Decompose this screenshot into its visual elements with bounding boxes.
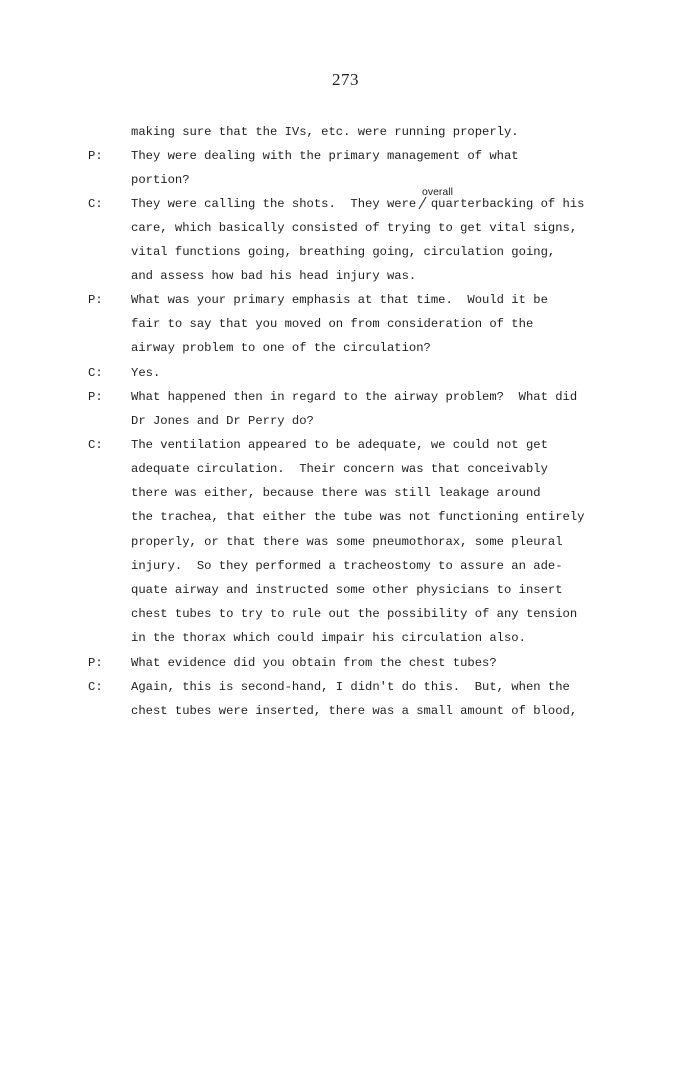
transcript-line: airway problem to one of the circulation? (131, 341, 431, 355)
transcript-line: quate airway and instructed some other physicians to insert (131, 583, 563, 597)
transcript-line: Again, this is second-hand, I didn't do this. But, when the (131, 680, 570, 694)
transcript-line: and assess how bad his head injury was. (131, 269, 417, 283)
transcript-line: making sure that the IVs, etc. were running properly. (131, 125, 519, 139)
transcript-line: chest tubes were inserted, there was a small amount of blood, (131, 704, 578, 718)
transcript-line: Yes. (131, 366, 161, 380)
handwritten-insert: overall (422, 186, 453, 198)
transcript-line: chest tubes to try to rule out the possibility of any tension (131, 607, 578, 621)
transcript-line: What was your primary emphasis at that time. Would it be (131, 293, 548, 307)
speaker-label: P: (88, 390, 103, 404)
transcript-line: portion? (131, 173, 190, 187)
speaker-label: C: (88, 197, 103, 211)
transcript-line: Dr Jones and Dr Perry do? (131, 414, 314, 428)
transcript-line: They were dealing with the primary management of what (131, 149, 519, 163)
transcript-line: What happened then in regard to the airway problem? What did (131, 390, 578, 404)
transcript-line: injury. So they performed a tracheostomy to assure an ade- (131, 559, 563, 573)
speaker-label: P: (88, 149, 103, 163)
transcript-line: What evidence did you obtain from the chest tubes? (131, 656, 497, 670)
transcript-line: adequate circulation. Their concern was that conceivably (131, 462, 548, 476)
transcript-line: properly, or that there was some pneumothorax, some pleural (131, 535, 563, 549)
transcript-line: The ventilation appeared to be adequate, we could not get (131, 438, 548, 452)
speaker-label: P: (88, 293, 103, 307)
transcript-line: They were calling the shots. They were quarterbacking of his (131, 197, 585, 211)
transcript-line: care, which basically consisted of trying to get vital signs, (131, 221, 578, 235)
page-number: 273 (332, 70, 359, 89)
transcript-line: fair to say that you moved on from consideration of the (131, 317, 534, 331)
transcript-line: in the thorax which could impair his circulation also. (131, 631, 526, 645)
transcript-line: the trachea, that either the tube was not functioning entirely (131, 510, 585, 524)
transcript-line: there was either, because there was still leakage around (131, 486, 541, 500)
speaker-label: C: (88, 366, 103, 380)
transcript-line: vital functions going, breathing going, circulation going, (131, 245, 556, 259)
speaker-label: C: (88, 438, 103, 452)
speaker-label: P: (88, 656, 103, 670)
speaker-label: C: (88, 680, 103, 694)
